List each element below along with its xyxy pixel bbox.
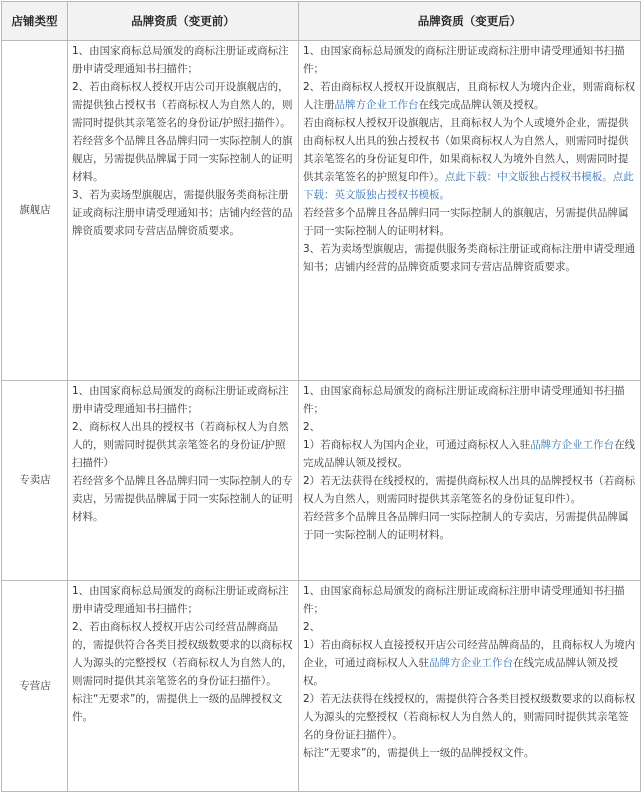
brand-workbench-link[interactable]: 品牌方企业工作台 <box>530 439 615 451</box>
flagship-after-text: 2、若由商标权人授权开设旗舰店，且商标权人为境内企业，则需商标权人注册 <box>303 81 636 111</box>
exclusive-after-item: 1、由国家商标总局颁发的商标注册证或商标注册申请受理通知书扫描件； <box>303 385 625 415</box>
store-type-exclusive: 专卖店 <box>2 381 68 581</box>
brand-workbench-link[interactable]: 品牌方企业工作台 <box>429 657 513 669</box>
brand-qualification-table <box>1 1 641 792</box>
flagship-after-item <box>303 78 637 114</box>
specialty-after-item: 2）若无法获得在线授权的，需提供符合各类目授权级数要求的以商标权人为源头的完整授权（若商标权人为自然人的，则需同时提供其亲笔签名的身份证扫描件）。 <box>303 693 636 741</box>
header-after: 品牌资质（变更后） <box>299 2 641 41</box>
specialty-after-text: 1）若由商标权人直接授权开店公司经营品牌商品的，且商标权人为境内企业，可通过商标权人入驻 <box>303 639 636 669</box>
specialty-after-text: 在线完成品牌认领及授权。 <box>303 657 618 687</box>
specialty-after-cell <box>299 581 641 792</box>
exclusive-before-item: 1、由国家商标总局颁发的商标注册证或商标注册申请受理通知书扫描件； <box>72 385 289 415</box>
flagship-after-item: 若经营多个品牌且各品牌归同一实际控制人的旗舰店，另需提供品牌属于同一实际控制人的证明材料。 <box>303 207 629 237</box>
template-download-link[interactable]: 点此下载：中文版独占授权书模板。点此下载：英文版独占授权书模板。 <box>303 171 634 201</box>
specialty-after-item: 2、 <box>303 621 321 633</box>
exclusive-after-item <box>303 436 637 472</box>
header-store-type: 店铺类型 <box>2 2 68 41</box>
exclusive-before-item: 2、商标权人出具的授权书（若商标权人为自然人的，则需同时提供其亲笔签名的身份证/护照扫描件） <box>72 421 289 469</box>
exclusive-after-cell <box>299 381 641 581</box>
flagship-after-text: 在线完成品牌认领及授权。 <box>418 99 545 111</box>
specialty-after-item: 1、由国家商标总局颁发的商标注册证或商标注册申请受理通知书扫描件； <box>303 585 625 615</box>
flagship-after-cell <box>299 41 641 381</box>
flagship-before-item: 2、若由商标权人授权开店公司开设旗舰店的，需提供独占授权书（若商标权人为自然人的，则需同时提供其亲笔签名的身份证/护照扫描件）。 <box>72 81 293 129</box>
specialty-after-item: 标注“无要求”的，需提供上一级的品牌授权文件。 <box>303 747 535 759</box>
flagship-before-cell <box>68 41 299 381</box>
table-row-exclusive <box>2 381 641 581</box>
flagship-after-item: 3、若为卖场型旗舰店，需提供服务类商标注册证或商标注册申请受理通知书；店铺内经营的品牌资质要求同专营店品牌资质要求。 <box>303 243 636 273</box>
exclusive-after-text: 在线完成品牌认领及授权。 <box>303 439 636 469</box>
store-type-flagship: 旗舰店 <box>2 41 68 381</box>
specialty-after-item <box>303 636 637 690</box>
exclusive-before-item: 若经营多个品牌且各品牌归同一实际控制人的专卖店，另需提供品牌属于同一实际控制人的证明材料。 <box>72 475 293 523</box>
brand-workbench-link[interactable]: 品牌方企业工作台 <box>334 99 419 111</box>
exclusive-after-item: 2、 <box>303 421 321 433</box>
exclusive-after-text: 1）若商标权人为国内企业，可通过商标权人入驻 <box>303 439 531 451</box>
flagship-after-item: 1、由国家商标总局颁发的商标注册证或商标注册申请受理通知书扫描件； <box>303 45 625 75</box>
specialty-before-item: 1、由国家商标总局颁发的商标注册证或商标注册申请受理通知书扫描件； <box>72 585 289 615</box>
flagship-before-item: 若经营多个品牌且各品牌归同一实际控制人的旗舰店，另需提供品牌属于同一实际控制人的证明材料。 <box>72 135 293 183</box>
exclusive-after-item: 2）若无法获得在线授权的，需提供商标权人出具的品牌授权书（若商标权人为自然人，则需同时提供其亲笔签名的身份证复印件）。 <box>303 475 636 505</box>
header-before: 品牌资质（变更前） <box>68 2 299 41</box>
specialty-before-cell <box>68 581 299 792</box>
flagship-before-item: 1、由国家商标总局颁发的商标注册证或商标注册申请受理通知书扫描件； <box>72 45 289 75</box>
exclusive-before-cell <box>68 381 299 581</box>
flagship-after-text: 若由商标权人授权开设旗舰店，且商标权人为个人或境外企业，需提供由商标权人出具的独占授权书（如果商标权人为自然人，则需同时提供其亲笔签名的身份证复印件，如果商标权人为境外自然人，则需同时提供其亲笔签名的护照复印件）。 <box>303 117 629 183</box>
table-row-flagship <box>2 41 641 381</box>
store-type-specialty: 专营店 <box>2 581 68 792</box>
flagship-before-item: 3、若为卖场型旗舰店，需提供服务类商标注册证或商标注册申请受理通知书；店铺内经营的品牌资质要求同专营店品牌资质要求。 <box>72 189 293 237</box>
exclusive-after-item: 若经营多个品牌且各品牌归同一实际控制人的专卖店，另需提供品牌属于同一实际控制人的证明材料。 <box>303 511 629 541</box>
flagship-after-item <box>303 114 637 204</box>
specialty-before-item: 标注“无要求”的，需提供上一级的品牌授权文件。 <box>72 693 283 723</box>
table-header-row <box>2 2 641 41</box>
table-row-specialty <box>2 581 641 792</box>
specialty-before-item: 2、若由商标权人授权开店公司经营品牌商品的，需提供符合各类目授权级数要求的以商标权人为源头的完整授权（若商标权人为自然人的，则需同时提供其亲笔签名的身份证扫描件）。 <box>72 621 293 687</box>
